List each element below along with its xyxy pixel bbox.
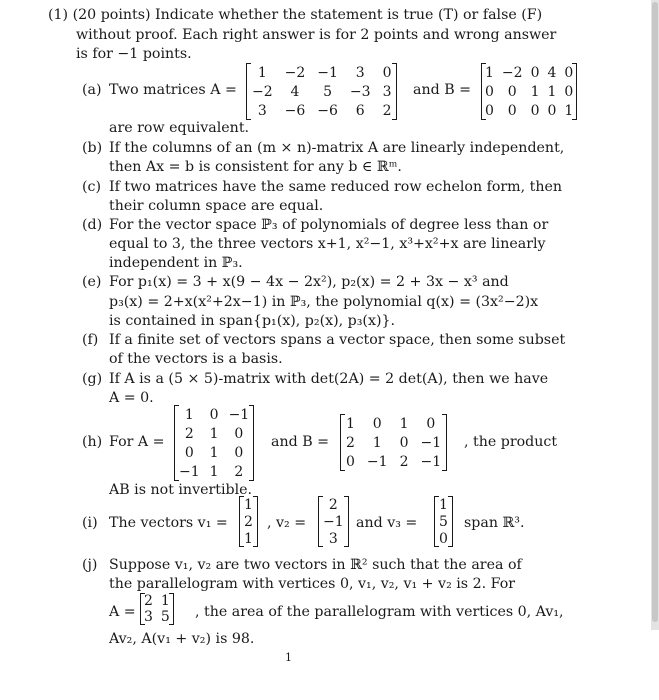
matrix-entry: 2 <box>184 425 194 442</box>
matrix-entry: 0 <box>530 64 540 81</box>
item-i-comma-1: , v₂ = <box>267 515 307 531</box>
matrix-entry: 1 <box>485 64 494 81</box>
item-a-pre: Two matrices A = <box>109 82 237 98</box>
matrix-entry: −1 <box>179 463 200 480</box>
item-j-line-2: the parallelogram with vertices 0, v₁, v₂, v₁ + v₂ is 2. For <box>109 576 516 592</box>
item-b-line-1: If the columns of an (m × n)-matrix A are linearly independent, <box>109 140 565 156</box>
matrix-a-A <box>246 63 397 120</box>
matrix-entry: 0 <box>439 530 448 547</box>
matrix-entry: 1 <box>209 425 219 442</box>
item-g-line-1: If A is a (5 × 5)-matrix with det(2A) = 2 det(A), then we have <box>109 371 549 387</box>
item-j-label: (j) <box>82 557 98 573</box>
matrix-entry: 2 <box>244 513 253 530</box>
matrix-entry: 0 <box>485 83 494 100</box>
item-j-post: , the area of the parallelogram with vertices 0, Av₁, <box>195 604 564 620</box>
matrix-entry: 3 <box>144 609 153 625</box>
matrix-entry: 0 <box>564 64 574 81</box>
item-h-after: AB is not invertible. <box>109 482 253 498</box>
item-a-after: are row equivalent. <box>109 120 250 136</box>
matrix-a-B <box>481 63 577 120</box>
item-h-mid: and B = <box>271 434 330 450</box>
item-h-label: (h) <box>82 434 103 450</box>
vector-v2 <box>318 496 349 547</box>
matrix-j-A <box>140 593 174 625</box>
item-h-post: , the product <box>464 434 558 450</box>
scrollbar-thumb[interactable] <box>652 2 658 622</box>
item-j-pre: A = <box>109 604 136 620</box>
intro-line-2: without proof. Each right answer is for 2 points and wrong answer <box>76 27 557 43</box>
matrix-entry: 2 <box>234 463 244 480</box>
item-e-line-1: For p₁(x) = 3 + x(9 − 4x − 2x²), p₂(x) = 2 + 3x − x³ and <box>109 274 509 290</box>
matrix-entry: −2 <box>284 64 306 81</box>
item-c-line-2: their column space are equal. <box>109 198 324 214</box>
matrix-entry: 1 <box>530 83 540 100</box>
matrix-entry: 3 <box>328 530 338 547</box>
matrix-entry: 1 <box>244 530 253 547</box>
matrix-entry: 1 <box>160 593 170 609</box>
item-d-line-1: For the vector space ℙ₃ of polynomials of degree less than or <box>109 217 549 233</box>
matrix-entry: 1 <box>209 444 219 461</box>
matrix-entry: 0 <box>547 102 557 119</box>
matrix-entry: −1 <box>366 453 388 470</box>
matrix-entry: 4 <box>290 83 300 100</box>
matrix-entry: 1 <box>439 496 448 513</box>
matrix-entry: 3 <box>382 83 392 100</box>
matrix-entry: 3 <box>355 64 365 81</box>
matrix-entry: 0 <box>209 406 219 423</box>
matrix-entry: 1 <box>547 83 557 100</box>
matrix-entry: 0 <box>485 102 494 119</box>
matrix-entry: 0 <box>399 434 409 451</box>
matrix-entry: 1 <box>257 64 267 81</box>
matrix-entry: 1 <box>244 496 253 513</box>
matrix-entry: 5 <box>439 513 448 530</box>
matrix-entry: 2 <box>346 434 355 451</box>
matrix-h-A <box>174 405 254 481</box>
matrix-entry: −2 <box>501 64 523 81</box>
vector-v1 <box>239 496 258 547</box>
matrix-entry: −1 <box>317 64 338 81</box>
item-c-label: (c) <box>82 179 102 195</box>
intro-line-1: (1) (20 points) Indicate whether the statement is true (T) or false (F) <box>48 7 543 23</box>
matrix-entry: 5 <box>323 83 333 100</box>
item-i-label: (i) <box>82 515 98 531</box>
item-f-label: (f) <box>82 332 99 348</box>
matrix-entry: 1 <box>564 102 574 119</box>
matrix-entry: 5 <box>160 609 170 625</box>
matrix-entry: −1 <box>420 453 442 470</box>
matrix-entry: 2 <box>382 102 392 119</box>
matrix-entry: −6 <box>317 102 338 119</box>
matrix-entry: 1 <box>184 406 194 423</box>
item-j-line-4: Av₂, A(v₁ + v₂) is 98. <box>109 631 255 647</box>
matrix-entry: 0 <box>507 102 517 119</box>
matrix-entry: −2 <box>252 83 273 100</box>
matrix-entry: 0 <box>234 425 244 442</box>
item-e-line-2: p₃(x) = 2+x(x²+2x−1) in ℙ₃, the polynomial q(x) = (3x²−2)x <box>109 294 539 310</box>
item-d-label: (d) <box>82 217 103 233</box>
item-i-comma-2: and v₃ = <box>356 515 418 531</box>
matrix-entry: −3 <box>349 83 371 100</box>
matrix-entry: 0 <box>382 64 392 81</box>
item-g-label: (g) <box>82 371 103 387</box>
matrix-entry: −6 <box>284 102 306 119</box>
intro-line-3: is for −1 points. <box>76 46 192 62</box>
matrix-entry: 0 <box>530 102 540 119</box>
matrix-entry: −1 <box>420 434 442 451</box>
item-j-line-1: Suppose v₁, v₂ are two vectors in ℝ² such that the area of <box>109 557 522 573</box>
matrix-entry: 0 <box>372 415 382 432</box>
item-e-line-3: is contained in span{p₁(x), p₂(x), p₃(x)}. <box>109 313 396 329</box>
item-b-line-2: then Ax = b is consistent for any b ∈ ℝᵐ. <box>109 159 402 175</box>
matrix-entry: 0 <box>184 444 194 461</box>
matrix-h-B <box>340 414 447 471</box>
item-i-pre: The vectors v₁ = <box>109 515 228 531</box>
matrix-entry: 1 <box>346 415 355 432</box>
item-a-label: (a) <box>82 82 102 98</box>
item-f-line-1: If a finite set of vectors spans a vector space, then some subset <box>109 332 566 348</box>
item-d-line-2: equal to 3, the three vectors x+1, x²−1, x³+x²+x are linearly <box>109 236 546 252</box>
matrix-entry: −1 <box>323 513 344 530</box>
matrix-entry: 2 <box>144 593 153 609</box>
item-g-line-2: A = 0. <box>109 390 154 406</box>
item-i-post: span ℝ³. <box>464 515 525 531</box>
matrix-entry: 3 <box>257 102 267 119</box>
matrix-entry: 0 <box>507 83 517 100</box>
page-number: 1 <box>285 651 292 664</box>
matrix-entry: 6 <box>355 102 365 119</box>
matrix-entry: 0 <box>426 415 436 432</box>
matrix-entry: 0 <box>346 453 355 470</box>
matrix-entry: 0 <box>564 83 574 100</box>
matrix-entry: 0 <box>234 444 244 461</box>
vector-v3 <box>434 496 453 547</box>
matrix-entry: 1 <box>209 463 219 480</box>
item-e-label: (e) <box>82 274 102 290</box>
matrix-entry: −1 <box>228 406 250 423</box>
item-f-line-2: of the vectors is a basis. <box>109 351 283 367</box>
matrix-entry: 1 <box>399 415 409 432</box>
item-b-label: (b) <box>82 140 103 156</box>
item-h-pre: For A = <box>109 434 165 450</box>
matrix-entry: 1 <box>372 434 382 451</box>
matrix-entry: 2 <box>328 496 338 513</box>
matrix-entry: 4 <box>547 64 557 81</box>
item-c-line-1: If two matrices have the same reduced row echelon form, then <box>109 179 563 195</box>
item-a-mid: and B = <box>413 82 472 98</box>
scrollbar[interactable] <box>651 0 659 630</box>
matrix-entry: 2 <box>399 453 409 470</box>
item-d-line-3: independent in ℙ₃. <box>109 255 243 271</box>
